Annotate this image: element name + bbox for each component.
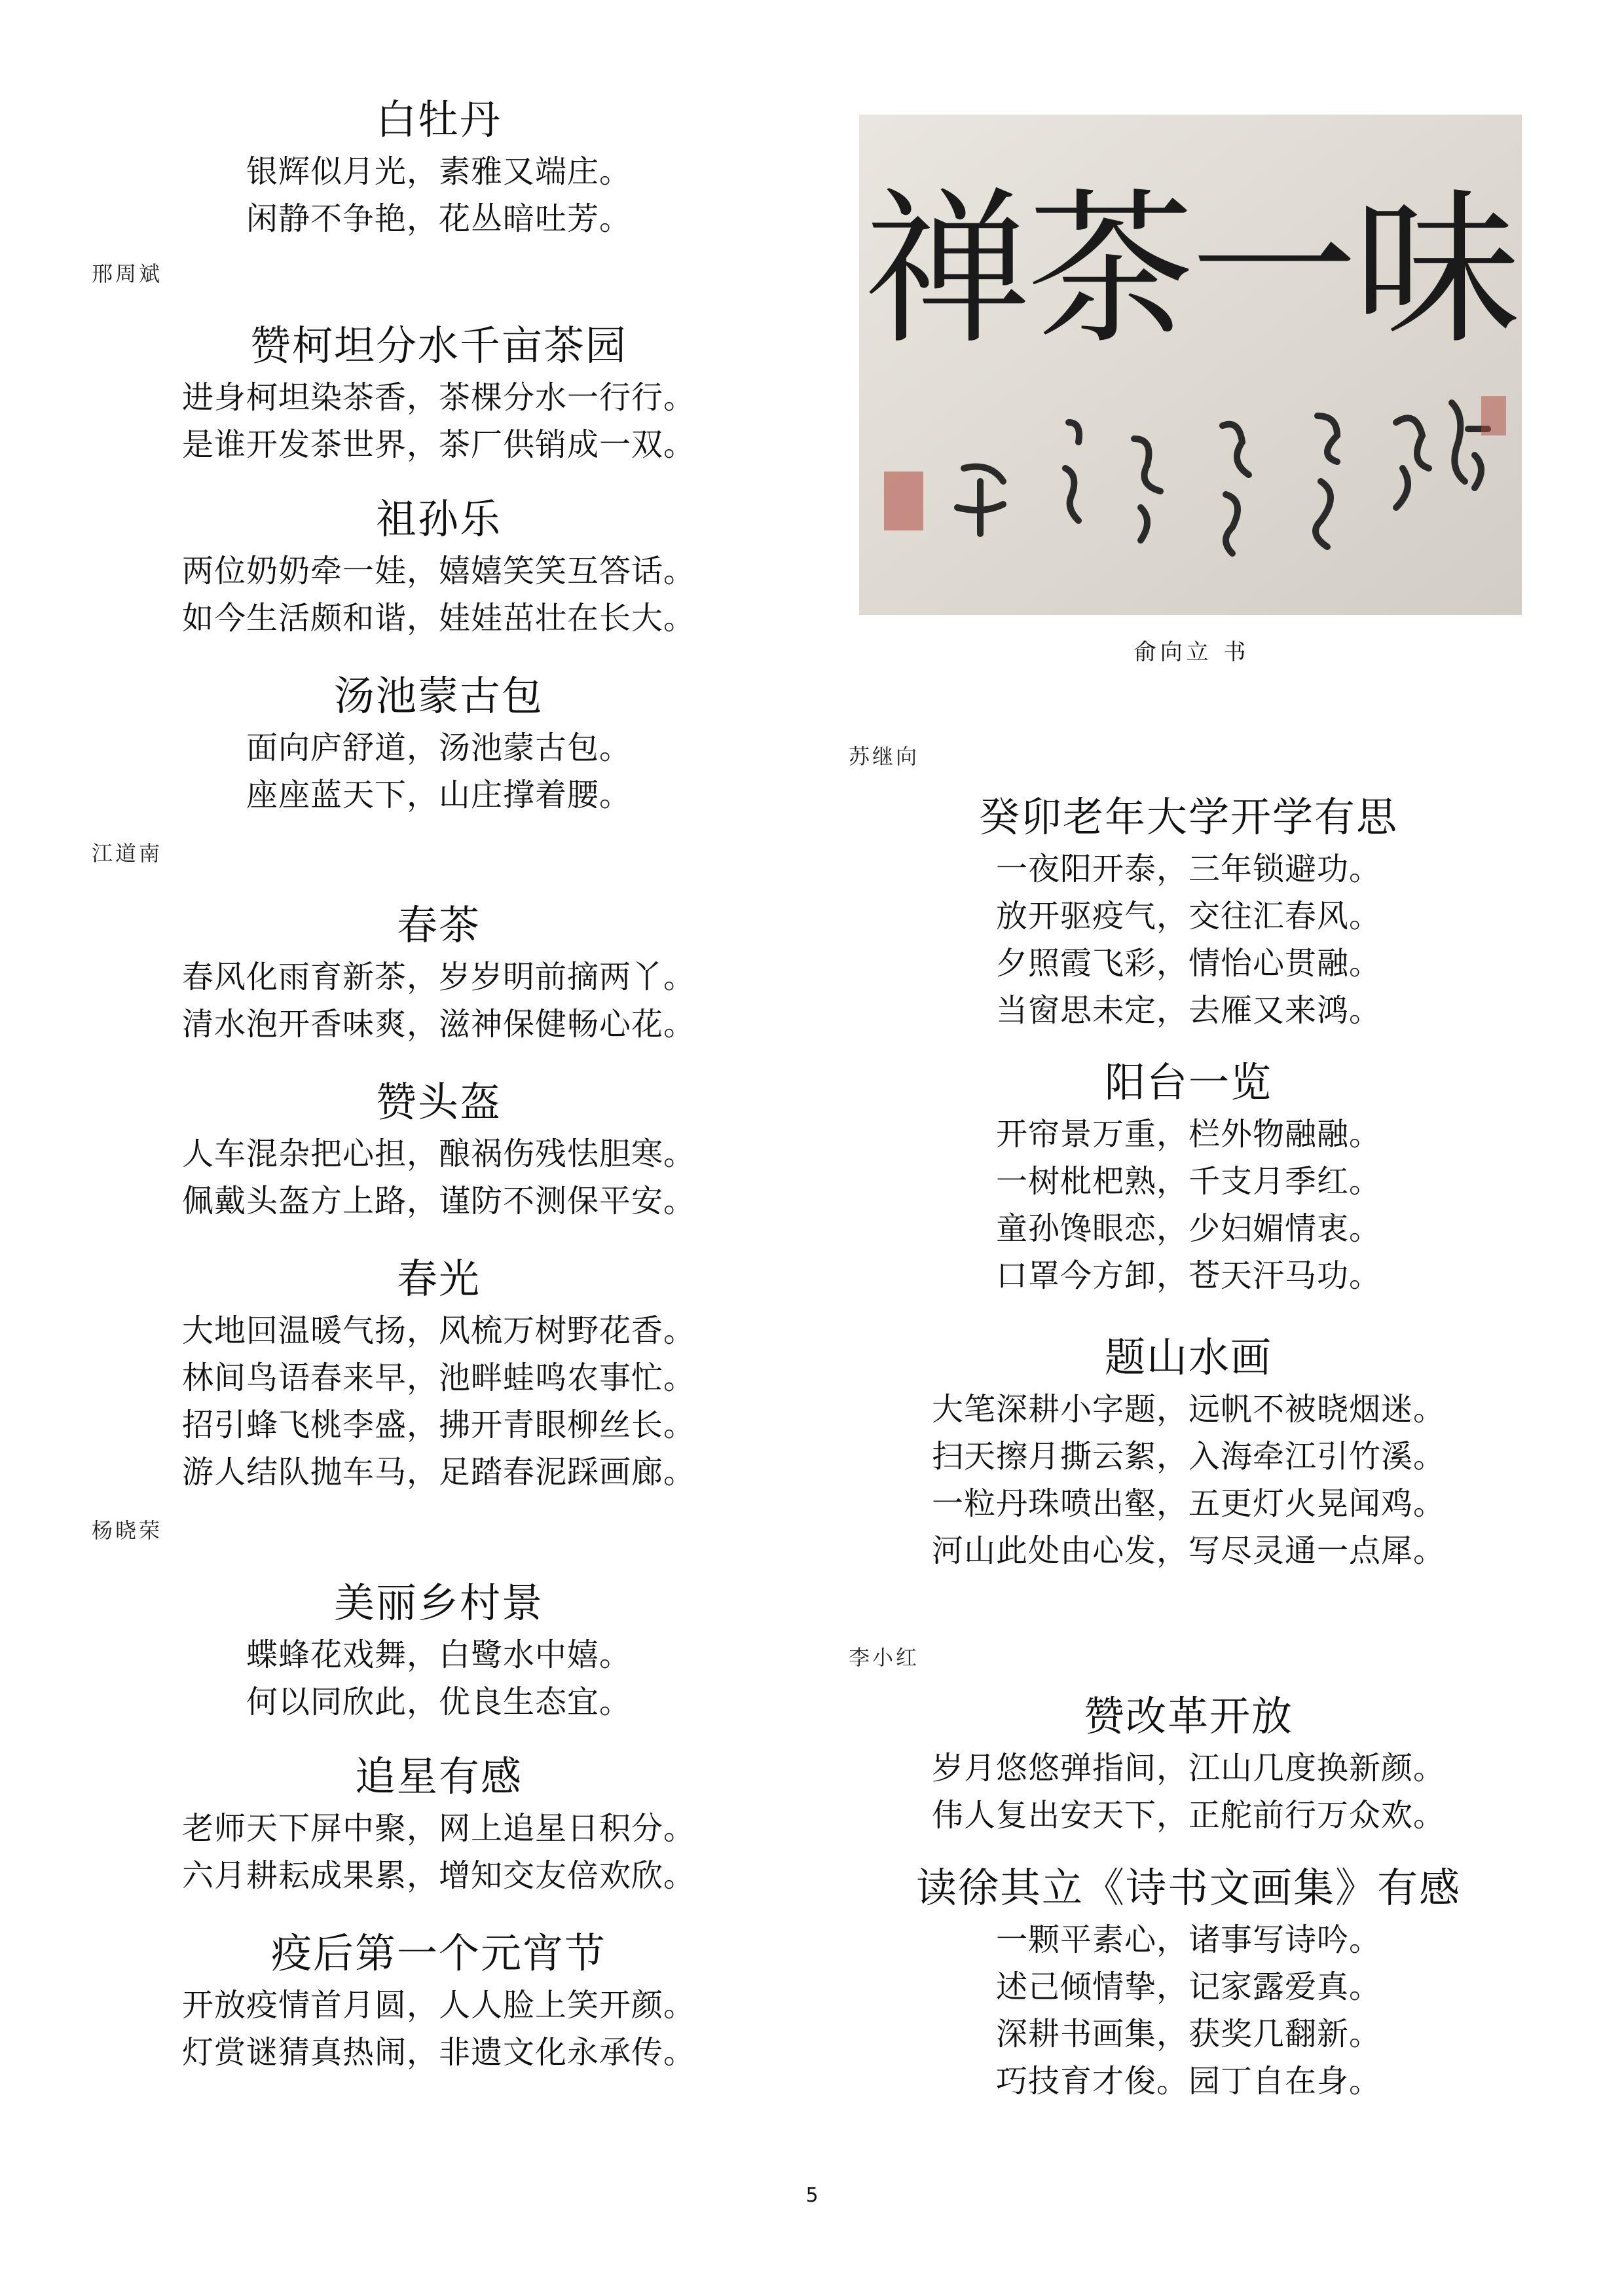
poem-title: 疫后第一个元宵节 (270, 1929, 606, 1977)
poem-line: 大地回温暖气扬，风梳万树野花香。 (181, 1312, 695, 1349)
poem-line: 如今生活颇和谐，娃娃茁壮在长大。 (181, 600, 695, 637)
poem-line: 一夜阳开泰，三年锁避功。 (995, 851, 1381, 887)
poem-balcony-view (812, 1054, 1565, 1299)
poem-reading-collection (812, 1860, 1565, 2105)
seal-stamp (884, 472, 923, 530)
poem-old-age-university (812, 789, 1565, 1034)
poem-lantern-festival (65, 1925, 812, 2076)
author-name: 江道南 (92, 841, 163, 866)
poem-line: 夕照霞飞彩，情怡心贯融。 (995, 945, 1381, 982)
poem-line: 人车混杂把心担，酿祸伤残怯胆寒。 (181, 1136, 695, 1172)
poem-line: 童孙馋眼恋，少妇媚情衷。 (995, 1210, 1381, 1247)
poem-line: 是谁开发茶世界，茶厂供销成一双。 (181, 426, 695, 463)
poem-title: 追星有感 (354, 1752, 523, 1800)
poem-line: 当窗思未定，去雁又来鸿。 (995, 992, 1381, 1029)
poem-line: 深耕书画集，获奖几翻新。 (995, 2016, 1381, 2052)
poem-title: 赞改革开放 (1083, 1692, 1293, 1740)
poem-line: 银辉似月光，素雅又端庄。 (246, 153, 631, 190)
poem-title: 题山水画 (1104, 1333, 1272, 1381)
poem-line: 开帘景万重，栏外物融融。 (995, 1116, 1381, 1153)
poem-line: 老师天下屏中聚，网上追星日积分。 (181, 1810, 695, 1847)
poem-star-chasing (65, 1749, 812, 1899)
poem-line: 述己倾情挚，记家露爱真。 (995, 1969, 1381, 2005)
poem-line: 巧技育才俊。园丁自在身。 (995, 2063, 1381, 2100)
poem-spring-tea (65, 897, 812, 1048)
poem-line: 灯赏谜猜真热闹，非遗文化永承传。 (181, 2034, 695, 2071)
poem-line: 河山此处由心发，写尽灵通一点犀。 (931, 1532, 1445, 1569)
seal-stamp (1481, 396, 1506, 435)
poem-line: 进身柯坦染茶香，茶棵分水一行行。 (181, 379, 695, 416)
poem-title: 赞柯坦分水千亩茶园 (249, 322, 627, 369)
poem-line: 清水泡开香味爽，滋神保健畅心花。 (181, 1006, 695, 1043)
poem-line: 放开驱疫气，交往汇春风。 (995, 898, 1381, 935)
poem-line: 一颗平素心，诸事写诗吟。 (995, 1921, 1381, 1958)
poem-line: 两位奶奶牵一娃，嬉嬉笑笑互答话。 (181, 553, 695, 589)
poem-line: 口罩今方卸，苍天汗马功。 (995, 1257, 1381, 1294)
calligraphy-main-text: 禅茶一味 (864, 173, 1517, 367)
poem-line: 六月耕耘成果累，增知交友倍欢欣。 (181, 1857, 695, 1894)
poem-line: 闲静不争艳，花丛暗吐芳。 (246, 200, 631, 237)
poem-title: 癸卯老年大学开学有思 (978, 793, 1398, 841)
calligraphy-caption: 俞向立 书 (1134, 639, 1250, 665)
poem-line: 座座蓝天下，山庄撑着腰。 (246, 777, 631, 813)
poem-zu-sun-le (65, 491, 812, 642)
poem-line: 游人结队抛车马，足踏春泥踩画廊。 (181, 1454, 695, 1491)
poem-title: 祖孙乐 (375, 495, 502, 543)
poem-line: 开放疫情首月圆，人人脸上笑开颜。 (181, 1987, 695, 2024)
poem-line: 林间鸟语春来早，池畔蛙鸣农事忙。 (181, 1360, 695, 1396)
poem-line: 何以同欣此，优良生态宜。 (246, 1684, 631, 1720)
poem-line: 一粒丹珠喷出壑，五更灯火晃闻鸡。 (931, 1485, 1445, 1522)
author-name: 邢周斌 (92, 261, 163, 286)
poem-line: 春风化雨育新茶，岁岁明前摘两丫。 (181, 959, 695, 995)
poem-landscape-painting (812, 1329, 1565, 1574)
poem-reform-opening (812, 1688, 1565, 1839)
poem-village-scene (65, 1575, 812, 1726)
poem-line: 佩戴头盔方上路，谨防不测保平安。 (181, 1183, 695, 1219)
poem-line: 面向庐舒道，汤池蒙古包。 (246, 730, 631, 766)
poem-ke-tan-tea-garden (65, 318, 812, 468)
author-name: 李小红 (849, 1645, 920, 1670)
poem-title: 白牡丹 (375, 96, 502, 143)
poem-title: 春茶 (396, 901, 481, 949)
author-name: 苏继向 (849, 744, 920, 769)
poem-title: 美丽乡村景 (333, 1579, 544, 1627)
poem-line: 岁月悠悠弹指间，江山几度换新颜。 (931, 1750, 1445, 1787)
poem-title: 赞头盔 (375, 1078, 502, 1126)
poem-line: 一树枇杷熟，千支月季红。 (995, 1163, 1381, 1200)
poem-line: 大笔深耕小字题，远帆不被晓烟迷。 (931, 1391, 1445, 1428)
poem-spring-light (65, 1251, 812, 1496)
poem-line: 扫天擦月撕云絮，入海牵江引竹溪。 (931, 1438, 1445, 1475)
poem-title: 读徐其立《诗书文画集》有感 (915, 1864, 1461, 1912)
page-number: 5 (805, 2184, 819, 2207)
author-name: 杨晓荣 (92, 1518, 163, 1543)
poem-title: 阳台一览 (1104, 1058, 1272, 1106)
poem-line: 伟人复出安天下，正舵前行万众欢。 (931, 1797, 1445, 1834)
poem-bai-mudan (65, 92, 812, 242)
poem-helmet (65, 1074, 812, 1225)
poem-title: 汤池蒙古包 (333, 672, 544, 720)
poem-title: 春光 (396, 1255, 481, 1303)
calligraphy-image (859, 115, 1522, 615)
poem-line: 招引蜂飞桃李盛，拂开青眼柳丝长。 (181, 1407, 695, 1443)
poem-line: 蝶蜂花戏舞，白鹭水中嬉。 (246, 1637, 631, 1673)
poem-tangchi-yurt (65, 668, 812, 819)
